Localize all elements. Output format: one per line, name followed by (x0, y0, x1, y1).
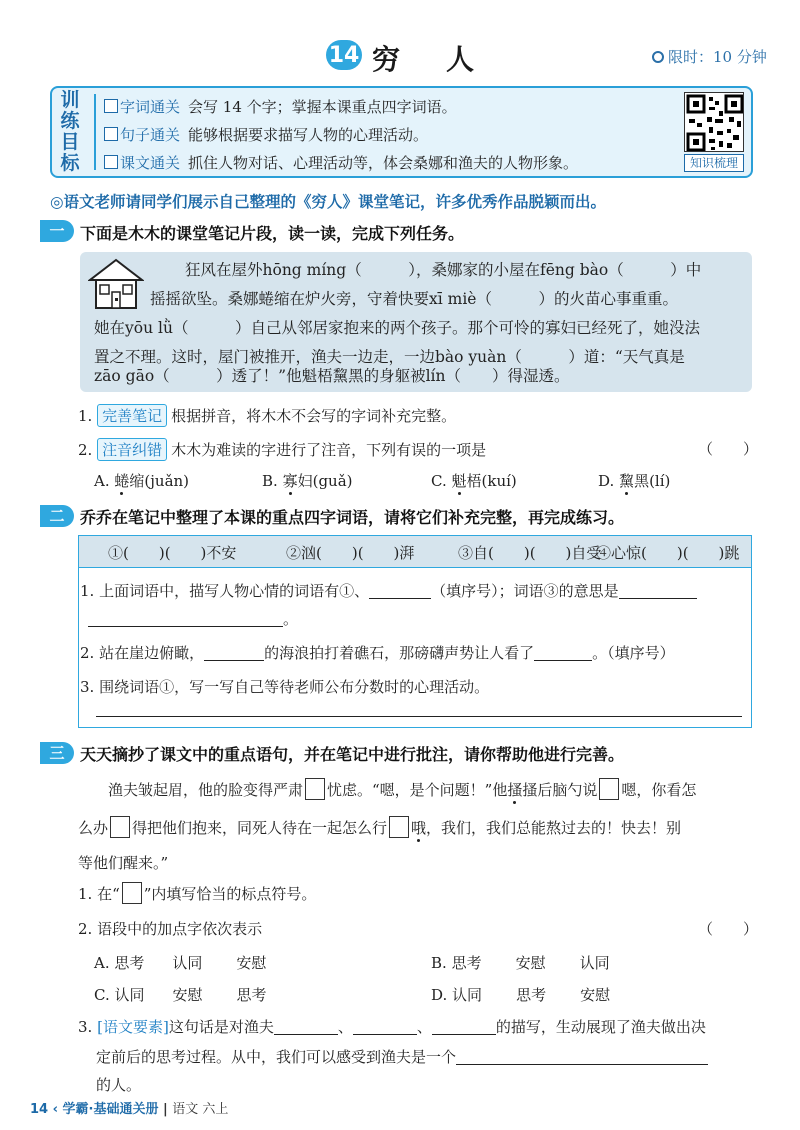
passage-line (108, 778, 696, 800)
passage-text: ，我们，我们总能熬过去的！快去！别 (426, 819, 682, 837)
divider (94, 94, 96, 170)
punctuation-box[interactable] (389, 816, 409, 838)
section-title: 天天摘抄了课文中的重点语句，并在笔记中进行批注，请你帮助他进行完善。 (80, 745, 625, 764)
subject-grade: 语文 六上 (172, 1102, 229, 1117)
goal-text: 能够根据要求描写人物的心理活动。 (188, 126, 429, 144)
option-letter: B. (431, 954, 447, 972)
option-text: 黑(lí) (634, 472, 671, 490)
passage-text: 搔后脑勺说 (522, 781, 598, 799)
question-tag: [语文要素] (97, 1018, 169, 1036)
answer-blank[interactable] (432, 1019, 496, 1035)
goal-tag: 课文通关 (104, 154, 180, 172)
option[interactable] (598, 470, 670, 491)
section-number: 二 (40, 505, 74, 527)
question-number: 1. (78, 407, 93, 425)
goal-text: 抓住人物对话、心理活动等，体会桑娜和渔夫的人物形象。 (188, 154, 579, 172)
goal-row-text (104, 152, 578, 173)
question-text: （填序号）；词语③的意思是 (431, 582, 619, 600)
dotted-char: 寡 (282, 472, 298, 490)
option-word: 思考 (236, 986, 267, 1004)
qr-label: 知识梳理 (684, 154, 744, 172)
passage-line (78, 816, 681, 838)
word-item[interactable]: ④心惊( )( )跳 (596, 544, 740, 562)
option-letter: D. (598, 472, 615, 490)
question-1-2 (78, 438, 486, 461)
question-text: 1. 在“ (78, 885, 120, 903)
passage-text: 得把他们抱来，同死人待在一起怎么行 (132, 819, 388, 837)
option-word: 思考 (451, 954, 482, 972)
option-letter: A. (94, 472, 110, 490)
dotted-char: 黧 (619, 472, 635, 490)
question-2-2 (80, 642, 675, 663)
question-text: 定前后的思考过程。从中，我们可以感受到渔夫是一个 (96, 1048, 457, 1066)
question-text: 、 (337, 1018, 353, 1036)
option-text: 缩(juǎn) (129, 472, 190, 490)
dotted-char: 魁 (451, 472, 467, 490)
question-text: ”内填写恰当的标点符号。 (143, 885, 317, 903)
lesson-title: 穷人 (372, 43, 521, 76)
option-word: 安慰 (236, 954, 267, 972)
question-3-3 (78, 1016, 706, 1037)
question-number: 2. (78, 441, 93, 459)
question-2-1-cont (88, 608, 298, 629)
question-number: 3. (78, 1018, 93, 1036)
answer-paren[interactable]: （ ） (698, 440, 759, 458)
goal-tag: 字词通关 (104, 98, 180, 116)
question-2-1 (80, 580, 697, 601)
word-item[interactable]: ②汹( )( )湃 (286, 544, 415, 562)
option[interactable] (94, 470, 189, 491)
option[interactable] (431, 470, 517, 491)
question-tag: 完善笔记 (97, 404, 167, 427)
punctuation-box[interactable] (110, 816, 130, 838)
option[interactable] (431, 984, 731, 1005)
question-1-1 (78, 404, 456, 427)
passage-text: 嗯，你看怎 (621, 781, 697, 799)
option[interactable] (94, 952, 394, 973)
lesson-number: 14 (326, 40, 362, 70)
dotted-char: 蜷 (114, 472, 130, 490)
time-limit (652, 46, 767, 67)
question-3-3-cont (96, 1046, 708, 1067)
option[interactable] (94, 984, 394, 1005)
answer-blank[interactable] (353, 1019, 417, 1035)
dotted-char: 搔 (507, 781, 523, 799)
option-text: 梧(kuí) (466, 472, 517, 490)
question-text: 的描写，生动展现了渔夫做出决 (495, 1018, 706, 1036)
option-letter: D. (431, 986, 448, 1004)
option-letter: C. (431, 472, 447, 490)
option[interactable] (431, 952, 731, 973)
question-3-3-end: 的人。 (96, 1076, 142, 1094)
answer-blank[interactable] (456, 1049, 708, 1065)
note-line: zāo gāo（ ）透了！”他魁梧黧黑的身躯被lín（ ）得湿透。 (94, 367, 570, 385)
option-letter: A. (94, 954, 110, 972)
option-text: 妇(guǎ) (297, 472, 353, 490)
punctuation-box[interactable] (305, 778, 325, 800)
qr-code-icon[interactable] (684, 92, 744, 152)
word-item[interactable]: ①( )( )不安 (108, 544, 237, 562)
question-text: 。 (283, 610, 299, 628)
question-3-1 (78, 882, 316, 904)
dotted-char: 哦 (411, 819, 427, 837)
goal-text: 会写 14 个字；掌握本课重点四字词语。 (188, 98, 457, 116)
option-word: 思考 (114, 954, 145, 972)
passage-text: 渔夫皱起眉，他的脸变得严肃 (108, 781, 304, 799)
book-series: 学霸·基础通关册 (62, 1102, 159, 1117)
section-number: 一 (40, 220, 74, 242)
question-3-2: 2. 语段中的加点字依次表示 (78, 920, 263, 938)
section-title: 乔乔在笔记中整理了本课的重点四字词语，请将它们补充完整，再完成练习。 (80, 508, 625, 527)
option[interactable] (262, 470, 353, 491)
option-word: 安慰 (172, 986, 203, 1004)
time-limit-text: 限时：10 分钟 (668, 48, 767, 66)
clock-icon (652, 51, 664, 63)
answer-paren[interactable]: （ ） (698, 920, 759, 938)
option-word: 安慰 (580, 986, 611, 1004)
section-number: 三 (40, 742, 74, 764)
option-word: 认同 (114, 986, 145, 1004)
answer-blank[interactable] (369, 583, 431, 599)
passage-line: 等他们醒来。” (78, 854, 169, 872)
punctuation-box[interactable] (599, 778, 619, 800)
question-text: 1. 上面词语中，描写人物心情的词语有①、 (80, 582, 370, 600)
option-letter: B. (262, 472, 278, 490)
question-2-3: 3. 围绕词语①，写一写自己等待老师公布分数时的心理活动。 (80, 678, 490, 696)
passage-text: 忧虑。“嗯，是个问题！”他 (327, 781, 508, 799)
chevron-left-icon: ‹ (52, 1102, 58, 1117)
house-icon (88, 258, 144, 310)
option-letter: C. (94, 986, 110, 1004)
answer-blank[interactable] (88, 611, 283, 627)
answer-line[interactable] (96, 716, 742, 717)
footer: 14 ‹ 学霸·基础通关册 | 语文 六上 (30, 1102, 229, 1117)
question-text: 的海浪拍打着礁石，那磅礴声势让人看了 (264, 644, 535, 662)
question-text: 2. 站在崖边俯瞰， (80, 644, 205, 662)
option-word: 认同 (579, 954, 610, 972)
intro-text: ◎语文老师请同学们展示自己整理的《穷人》课堂笔记，许多优秀作品脱颖而出。 (50, 193, 607, 211)
question-tag: 注音纠错 (97, 438, 167, 461)
answer-blank[interactable] (204, 645, 264, 661)
page-number: 14 (30, 1102, 49, 1117)
section-title: 下面是木木的课堂笔记片段，读一读，完成下列任务。 (80, 224, 465, 243)
question-text: 、 (416, 1018, 432, 1036)
punctuation-box-sample (122, 882, 142, 904)
note-line: 她在yōu lǜ（ ）自己从邻居家抱来的两个孩子。那个可怜的寡妇已经死了，她没法 (94, 319, 700, 337)
goal-row-words (104, 96, 457, 117)
training-goals-label: 训练目标 (60, 89, 80, 174)
note-line: 置之不理。这时，屋门被推开，渔夫一边走，一边bào yuàn（ ）道：“天气真是 (94, 348, 685, 366)
passage-text: 么办 (78, 819, 109, 837)
goal-row-sentences (104, 124, 428, 145)
question-text: 根据拼音，将木木不会写的字词补充完整。 (171, 407, 457, 425)
goal-tag: 句子通关 (104, 126, 180, 144)
answer-blank[interactable] (274, 1019, 338, 1035)
note-line: 狂风在屋外hōng míng（ ），桑娜家的小屋在fēng bào（ ）中 (185, 261, 702, 279)
option-word: 认同 (172, 954, 203, 972)
answer-blank[interactable] (534, 645, 592, 661)
option-word: 思考 (516, 986, 547, 1004)
option-word: 安慰 (515, 954, 546, 972)
question-text: 这句话是对渔夫 (168, 1018, 274, 1036)
question-text: 木木为难读的字进行了注音，下列有误的一项是 (171, 441, 487, 459)
option-word: 认同 (452, 986, 483, 1004)
answer-blank[interactable] (619, 583, 697, 599)
word-item[interactable]: ③自( )( )自受 (458, 544, 602, 562)
note-line: 摇摇欲坠。桑娜蜷缩在炉火旁，守着快要xī miè（ ）的火苗心事重重。 (150, 290, 678, 308)
question-text: 。（填序号） (592, 644, 675, 662)
